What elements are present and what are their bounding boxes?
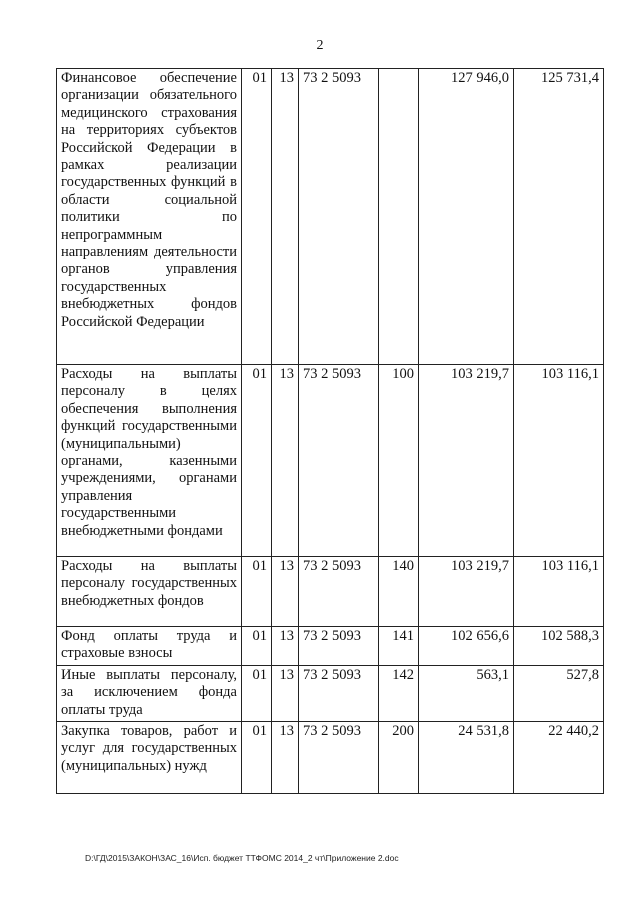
expense-name: Финансовое обеспечение организации обязательного медицинского страхования на территориях субъектов Российской Федерации в рамках реализации государственных функций в области социальной политики по непрограммным направлениям деятельности органов управления государственных внебюджетных фондов Российской Федерации <box>57 69 242 365</box>
expense-type-code: 142 <box>379 665 419 721</box>
planned-amount: 103 219,7 <box>419 365 514 557</box>
actual-amount: 125 731,4 <box>514 69 604 365</box>
actual-amount: 102 588,3 <box>514 627 604 666</box>
planned-amount: 563,1 <box>419 665 514 721</box>
table-row <box>57 665 604 721</box>
subsection-code: 13 <box>272 365 299 557</box>
section-code: 01 <box>242 557 272 627</box>
planned-amount: 103 219,7 <box>419 557 514 627</box>
expense-name: Закупка товаров, работ и услуг для государственных (муниципальных) нужд <box>57 722 242 794</box>
file-path-footer: D:\ГД\2015\ЗАКОН\ЗАС_16\Исп. бюджет ТТФОМС 2014_2 чт\Приложение 2.doc <box>85 853 399 863</box>
table-row <box>57 722 604 794</box>
budget-table <box>56 68 604 794</box>
expense-type-code: 200 <box>379 722 419 794</box>
page-number: 2 <box>316 38 324 53</box>
expense-type-code: 100 <box>379 365 419 557</box>
subsection-code: 13 <box>272 69 299 365</box>
target-article-code: 73 2 5093 <box>299 557 379 627</box>
actual-amount: 103 116,1 <box>514 557 604 627</box>
target-article-code: 73 2 5093 <box>299 722 379 794</box>
target-article-code: 73 2 5093 <box>299 627 379 666</box>
expense-name: Расходы на выплаты персоналу государственных внебюджетных фондов <box>57 557 242 627</box>
target-article-code: 73 2 5093 <box>299 365 379 557</box>
expense-name: Расходы на выплаты персоналу в целях обеспечения выполнения функций государственными (муниципальными) органами, казенными учреждениями, органами управления государственными внебюджетными фондами <box>57 365 242 557</box>
planned-amount: 127 946,0 <box>419 69 514 365</box>
table-row <box>57 627 604 666</box>
table-row <box>57 557 604 627</box>
expense-name: Фонд оплаты труда и страховые взносы <box>57 627 242 666</box>
target-article-code: 73 2 5093 <box>299 665 379 721</box>
table-row <box>57 365 604 557</box>
expense-type-code: 140 <box>379 557 419 627</box>
actual-amount: 22 440,2 <box>514 722 604 794</box>
expense-name: Иные выплаты персоналу, за исключением фонда оплаты труда <box>57 665 242 721</box>
section-code: 01 <box>242 627 272 666</box>
expense-type-code: 141 <box>379 627 419 666</box>
subsection-code: 13 <box>272 722 299 794</box>
table-row <box>57 69 604 365</box>
section-code: 01 <box>242 69 272 365</box>
subsection-code: 13 <box>272 627 299 666</box>
subsection-code: 13 <box>272 557 299 627</box>
planned-amount: 102 656,6 <box>419 627 514 666</box>
actual-amount: 103 116,1 <box>514 365 604 557</box>
section-code: 01 <box>242 665 272 721</box>
expense-type-code <box>379 69 419 365</box>
actual-amount: 527,8 <box>514 665 604 721</box>
planned-amount: 24 531,8 <box>419 722 514 794</box>
subsection-code: 13 <box>272 665 299 721</box>
target-article-code: 73 2 5093 <box>299 69 379 365</box>
section-code: 01 <box>242 722 272 794</box>
section-code: 01 <box>242 365 272 557</box>
